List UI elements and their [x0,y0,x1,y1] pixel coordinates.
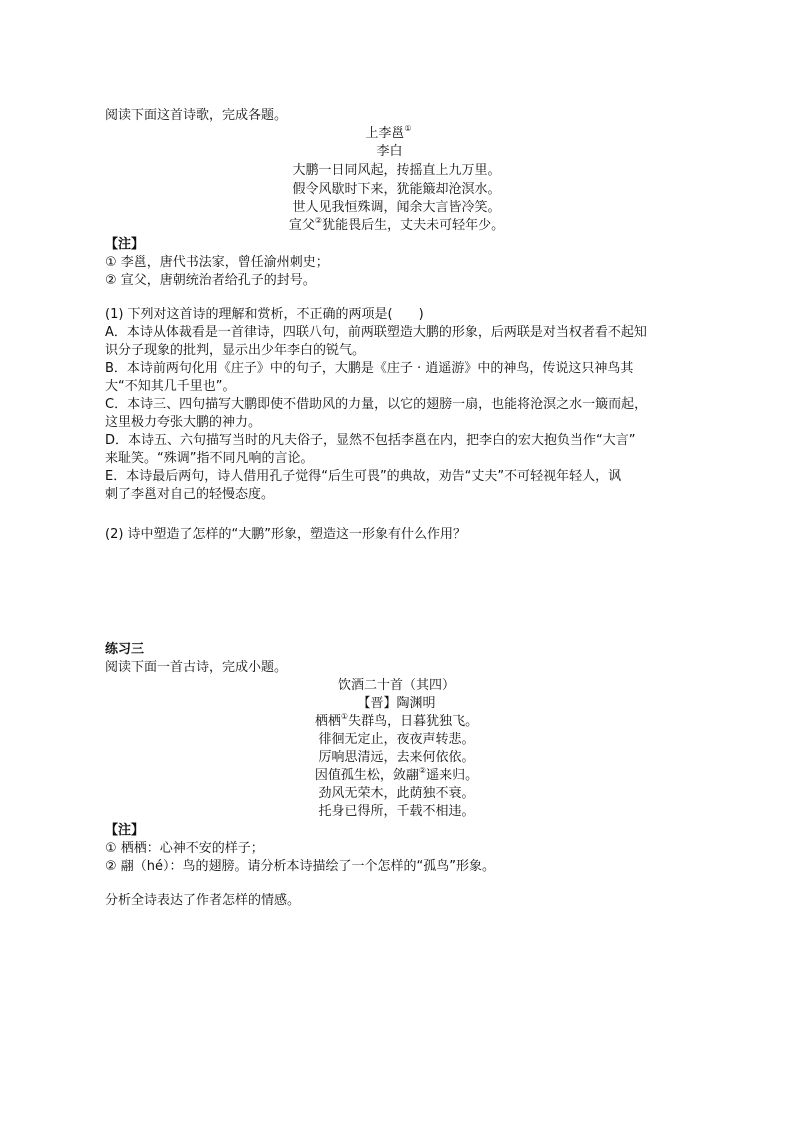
poem1-line-4-pre: 宣父 [288,218,315,233]
poem2-author: 【晋】陶渊明 [357,696,436,711]
poem1-title [0,125,785,143]
section2-note-2: ② 翮（hé）：鸟的翅膀。请分析本诗描绘了一个怎样的“孤鸟”形象。 [105,859,495,874]
q1-option-e-line-2: 刺了李邕对自己的轻慢态度。 [105,487,275,502]
poem2-line-3: 厉响思清远，去来何依依。 [318,750,475,765]
q1-stem-pre: (1) 下列对这首诗的理解和赏析，不正确的两项是( [105,307,393,322]
poem2-line-1-post: 失群鸟，日暮犹独飞。 [348,714,479,729]
section1-instruction: 阅读下面这首诗歌，完成各题。 [105,108,288,123]
q1-option-d-line-1: D．本诗五、六句描写当时的凡夫俗子，显然不包括李邕在内，把李白的宏大抱负当作“大言” [105,433,636,448]
q1-option-c-line-2: 这里极力夸张大鹏的神力。 [105,415,262,430]
poem1-author: 李白 [376,144,403,159]
poem1-line-3: 世人见我恒殊调，闻余大言皆冷笑。 [292,200,501,215]
poem2-line-4-post: 遥来归。 [426,768,479,783]
q1-option-c-line-1: C．本诗三、四句描写大鹏即使不借助风的力量，以它的翅膀一扇，也能将沧溟之水一簸而起， [105,397,648,412]
section2-heading: 练习三 [105,642,145,657]
poem2-line-4-note: ② [418,766,427,775]
poem1-line-2: 假令风歇时下来，犹能簸却沧溟水。 [292,182,501,197]
q1-option-a-line-2: 识分子现象的批判，显示出少年李白的锐气。 [105,343,366,358]
q1-option-a-line-1: A．本诗从体裁看是一首律诗，四联八句，前两联塑造大鹏的形象，后两联是对当权者看不起知 [105,325,647,340]
poem2-line-6: 托身已得所，千载不相违。 [318,804,475,819]
poem2-line-2: 徘徊无定止，夜夜声转悲。 [318,732,475,747]
poem2-line-4 [0,767,793,785]
poem2-line-5: 劲风无荣木，此荫独不衰。 [318,786,475,801]
q1-option-b-line-1: B．本诗前两句化用《庄子》中的句子，大鹏是《庄子 · 逍遥游》中的神鸟，传说这只神鸟其 [105,361,634,376]
q2-stem: (2) 诗中塑造了怎样的“大鹏”形象，塑造这一形象有什么作用？ [105,527,467,542]
poem1-line-4-note: ② [314,216,323,225]
poem1-title-note: ① [404,124,412,133]
section1-note-1: ① 李邕，唐代书法家，曾任渝州刺史； [105,255,329,270]
poem1-line-1: 大鹏一日同风起，抟摇直上九万里。 [292,163,501,178]
section2-instruction: 阅读下面一首古诗，完成小题。 [105,660,288,675]
poem1-line-4 [0,217,793,235]
section2-note-1: ① 栖栖：心神不安的样子； [105,841,264,856]
poem2-line-1-note: ① [340,712,349,721]
poem1-title-text: 上李邕 [365,126,405,141]
q1-option-b-line-2: 大“不知其几千里也”。 [105,379,236,394]
poem2-line-1-pre: 栖栖 [314,714,341,729]
section1-notes-header: 【注】 [105,237,145,252]
poem1-line-4-post: 犹能畏后生，丈夫未可轻年少。 [322,218,505,233]
section2-notes-header: 【注】 [105,823,145,838]
q1-stem-post: ) [418,307,424,322]
section1-note-2: ② 宣父，唐朝统治者给孔子的封号。 [105,273,316,288]
q1-stem [105,306,424,324]
poem2-title: 饮酒二十首（其四） [337,678,455,693]
poem2-line-1 [0,713,793,731]
q1-option-e-line-1: E．本诗最后两句，诗人借用孔子觉得“后生可畏”的典故，劝告“丈夫”不可轻视年轻人，讽 [105,469,622,484]
section2-q2: 分析全诗表达了作者怎样的情感。 [105,893,301,908]
q1-option-d-line-2: 来耻笑。“殊调”指不同凡响的言论。 [105,451,314,466]
poem2-line-4-pre: 因值孤生松，敛翮 [314,768,419,783]
